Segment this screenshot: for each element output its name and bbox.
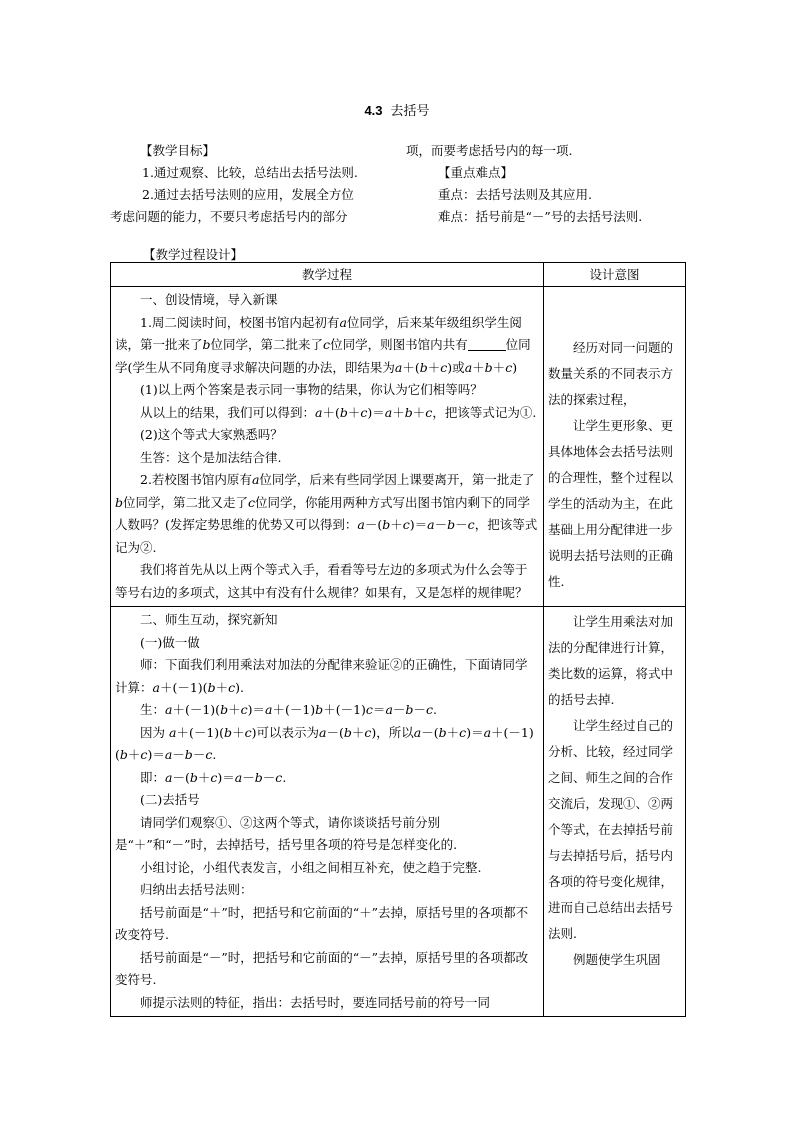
- process-table: [110, 262, 686, 1017]
- answer-blank: [468, 337, 506, 351]
- s1-question-2: (2)这个等式大家熟悉吗？: [140, 427, 283, 442]
- s2-note-2: 让学生经过自己的分析、比较，经过同学之间、师生之间的合作交流后，发现①、②两个等式，在去掉括号前与去掉括号后，括号内各项的符号变化规律，进而自己总结出去括号法则.: [548, 718, 674, 941]
- section-2-row: [111, 607, 686, 1017]
- s2-text-3: 因为 a＋(－1)(b＋c)可以表示为a－(b＋c)，所以a－(b＋c)＝a＋(－1)(b＋c)＝a－b－c.: [115, 724, 534, 762]
- s2-text-6: 小组讨论，小组代表发言，小组之间相互补充，使之趋于完整.: [140, 859, 482, 875]
- s2-text-2: 生：a＋(－1)(b＋c)＝a＋(－1)b＋(－1)c＝a－b－c.: [140, 702, 437, 717]
- s1-paragraph-2: 2.若校图书馆内原有a位同学，后来有些同学因上课要离开，第一批走了b位同学，第二批又走了c位同学，你能用两种方式写出图书馆内剩下的同学人数吗？(发挥定势思维的优势又可以得到：a－(b＋c)＝a－b－c，把该等式记为②.: [115, 472, 538, 555]
- s1-title: 一、创设情境，导入新课: [140, 292, 278, 307]
- objective-item-1: 1.通过观察、比较，总结出去括号法则.: [142, 165, 358, 180]
- section-1-content: [111, 287, 544, 607]
- s2-text-10: 师提示法则的特征，指出：去括号时，要连同括号前的符号一同: [140, 994, 491, 1010]
- s2-text-4: 即：a－(b＋c)＝a－b－c.: [140, 769, 287, 785]
- s2-note-1: 让学生用乘法对加法的分配律进行计算，类比数的运算，将式中的括号去掉.: [548, 614, 674, 707]
- s1-paragraph-1: 1.周二阅读时间，校图书馆内起初有a位同学，后来某年级组织学生阅读，第一批来了b位同学，第二批来了c位同学，则图书馆内共有 位同学(学生从不同角度寻求解决问题的办法，即结果为a＋(b＋c)或a＋b＋c): [115, 314, 531, 375]
- s2-title: 二、师生互动，探究新知: [140, 612, 278, 627]
- table-header-row: [111, 263, 686, 287]
- keypoints-focus: 重点：去括号法则及其应用.: [438, 187, 592, 202]
- keypoints-column: [406, 140, 696, 228]
- s2-text-8: 括号前面是“＋”时，把括号和它前面的“＋”去掉，原括号里的各项都不改变符号.: [115, 904, 529, 942]
- keypoints-heading: 【重点难点】: [438, 165, 514, 180]
- s1-answer-1: 从以上的结果，我们可以得到：a＋(b＋c)＝a＋b＋c，把该等式记为①.: [140, 404, 537, 420]
- s2-text-1: 师：下面我们利用乘法对加法的分配律来验证②的正确性，下面请同学计算：a＋(－1)(b＋c).: [115, 657, 528, 695]
- section-1-row: [111, 287, 686, 607]
- objective-item-2-line3: 项，而要考虑括号内的每一项.: [406, 143, 573, 158]
- s2-sub-1: (一)做一做: [140, 634, 200, 650]
- keypoints-difficulty: 难点：括号前是“－”号的去括号法则.: [438, 209, 643, 224]
- s1-question-1: (1)以上两个答案是表示同一事物的结果，你认为它们相等吗？: [140, 382, 483, 397]
- s2-note-3: 例题使学生巩固: [573, 952, 661, 967]
- section-title: 去括号: [390, 104, 430, 119]
- header-intent: 设计意图: [544, 263, 686, 287]
- objective-item-2-line2: 考虑问题的能力，不要只考虑括号内的部分: [110, 209, 348, 224]
- section-1-intent: [544, 287, 686, 607]
- header-process: 教学过程: [111, 263, 544, 287]
- s2-text-7: 归纳出去括号法则：: [140, 882, 253, 897]
- s1-note-2: 让学生更形象、更具体地体会去括号法则的合理性，整个过程以学生的活动为主，在此基础上用分配律进一步说明去括号法则的正确性.: [548, 418, 674, 589]
- section-2-content: [111, 607, 544, 1017]
- objective-item-2-line1: 2.通过去括号法则的应用，发展全方位: [142, 187, 354, 202]
- section-number: 4.3: [364, 103, 383, 118]
- s1-answer-2: 生答：这个是加法结合律.: [140, 449, 282, 465]
- page-title: [0, 100, 794, 119]
- s2-sub-2: (二)去括号: [140, 792, 200, 807]
- s1-note-1: 经历对同一问题的数量关系的不同表示方法的探索过程，: [548, 340, 674, 407]
- s1-paragraph-3: 我们将首先从以上两个等式入手，看看等号左边的多项式为什么会等于等号右边的多项式，这其中有没有什么规律？如果有，又是怎样的规律呢？: [115, 562, 528, 600]
- process-heading: 【教学过程设计】: [143, 247, 244, 262]
- objectives-heading: 【教学目标】: [140, 143, 216, 158]
- section-2-intent: [544, 607, 686, 1017]
- s2-text-5: 请同学们观察①、②这两个等式，请你谈谈括号前分别是“＋”和“－”时，去掉括号，括号里各项的符号是怎样变化的.: [115, 814, 458, 852]
- s2-text-9: 括号前面是“－”时，把括号和它前面的“－”去掉，原括号里的各项都改变符号.: [115, 949, 529, 987]
- objectives-column: [110, 140, 380, 228]
